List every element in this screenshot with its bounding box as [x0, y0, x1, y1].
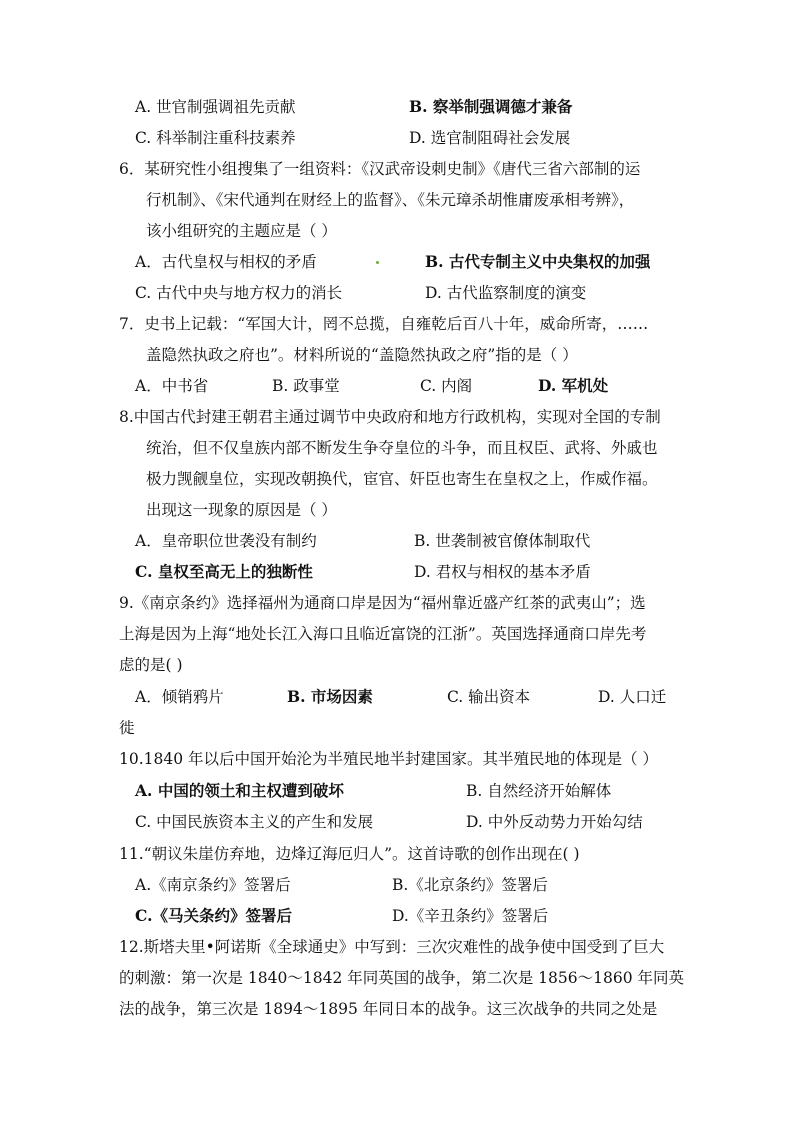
q11-stem-line1: 11.“朝议朱崖仿弃地，边烽辽海厄归人”。这首诗歌的创作出现在( ): [119, 845, 580, 863]
q5-option-c: C. 科举制注重科技素养: [135, 129, 296, 147]
q7-option-d: D. 军机处: [538, 376, 609, 395]
q11-option-a: A.《南京条约》签署后: [135, 876, 291, 894]
q11-option-b: B.《北京条约》签署后: [392, 876, 548, 894]
q8-stem-line4: 出现这一现象的原因是（ ）: [146, 501, 337, 519]
q9-option-d: D. 人口迁: [598, 688, 667, 706]
q6-stem-line3: 该小组研究的主题应是（ ）: [146, 222, 337, 240]
q12-stem-line1: 12.斯塔夫里•阿诺斯《全球通史》中写到：三次灾难性的战争使中国受到了巨大: [119, 938, 665, 956]
q10-option-d: D. 中外反动势力开始勾结: [466, 813, 643, 831]
q8-option-b: B. 世袭制被官僚体制取代: [414, 532, 591, 550]
q7-stem-line1: 7．史书上记载：“军国大计，罔不总揽，自雍乾后百八十年，威命所寄，……: [119, 315, 649, 333]
q8-option-a: A．皇帝职位世袭没有制约: [135, 532, 317, 550]
q9-option-a: A．倾销鸦片: [135, 688, 224, 706]
q6-option-a: A．古代皇权与相权的矛盾: [135, 253, 317, 271]
q11-option-c: C.《马关条约》签署后: [135, 906, 292, 925]
q8-option-c: C. 皇权至高无上的独断性: [135, 562, 313, 581]
q5-option-b: B. 察举制强调德才兼备: [409, 97, 573, 116]
q9-stem-line3: 虑的是( ): [119, 656, 183, 674]
q12-stem-line3: 法的战争，第三次是 1894～1895 年同日本的战争。这三次战争的共同之处是: [119, 1000, 658, 1018]
q7-option-a: A．中书省: [135, 377, 209, 395]
q8-stem-line2: 统治，但不仅皇族内部不断发生争夺皇位的斗争，而且权臣、武将、外戚也: [146, 439, 658, 457]
q12-stem-line2: 的刺激：第一次是 1840～1842 年同英国的战争，第二次是 1856～1860 年同英: [119, 969, 684, 987]
q6-option-c: C. 古代中央与地方权力的消长: [135, 284, 343, 302]
q9-option-b: B. 市场因素: [287, 687, 373, 706]
q6-stem-line1: 6．某研究性小组搜集了一组资料：《汉武帝设刺史制》《唐代三省六部制的运: [119, 160, 641, 178]
q9-stem-line2: 上海是因为上海“地处长江入海口且临近富饶的江浙”。英国选择通商口岸先考: [119, 625, 647, 643]
q6-option-b: B. 古代专制主义中央集权的加强: [425, 252, 651, 271]
q7-option-c: C. 内阁: [420, 377, 473, 395]
q8-option-d: D. 君权与相权的基本矛盾: [414, 563, 591, 581]
q8-stem-line1: 8.中国古代封建王朝君主通过调节中央政府和地方行政机构，实现对全国的专制: [119, 408, 661, 426]
q5-option-d: D. 选官制阻碍社会发展: [409, 129, 571, 147]
q8-stem-line3: 极力觊觎皇位，实现改朝换代，宦官、奸臣也寄生在皇权之上，作威作福。: [146, 470, 658, 488]
green-dot-mark: [376, 261, 379, 264]
q10-stem-line1: 10.1840 年以后中国开始沦为半殖民地半封建国家。其半殖民地的体现是（ ）: [119, 750, 658, 768]
q10-option-b: B. 自然经济开始解体: [466, 782, 612, 800]
q10-option-c: C. 中国民族资本主义的产生和发展: [135, 813, 374, 831]
q6-option-d: D. 古代监察制度的演变: [425, 284, 587, 302]
q6-stem-line2: 行机制》、《宋代通判在财经上的监督》、《朱元璋杀胡惟庸废承相考辨》，: [146, 191, 635, 209]
q11-option-d: D.《辛丑条约》签署后: [392, 907, 549, 925]
q10-option-a: A. 中国的领土和主权遭到破坏: [135, 781, 344, 800]
q9-option-d-wrap: 徙: [119, 719, 135, 737]
q7-option-b: B. 政事堂: [272, 377, 340, 395]
q9-option-c: C. 输出资本: [447, 688, 531, 706]
q7-stem-line2: 盖隐然执政之府也”。材料所说的“盖隐然执政之府”指的是（ ）: [146, 346, 578, 364]
q9-stem-line1: 9.《南京条约》选择福州为通商口岸是因为“福州靠近盛产红茶的武夷山”；选: [119, 594, 646, 612]
q5-option-a: A. 世官制强调祖先贡献: [135, 98, 296, 116]
